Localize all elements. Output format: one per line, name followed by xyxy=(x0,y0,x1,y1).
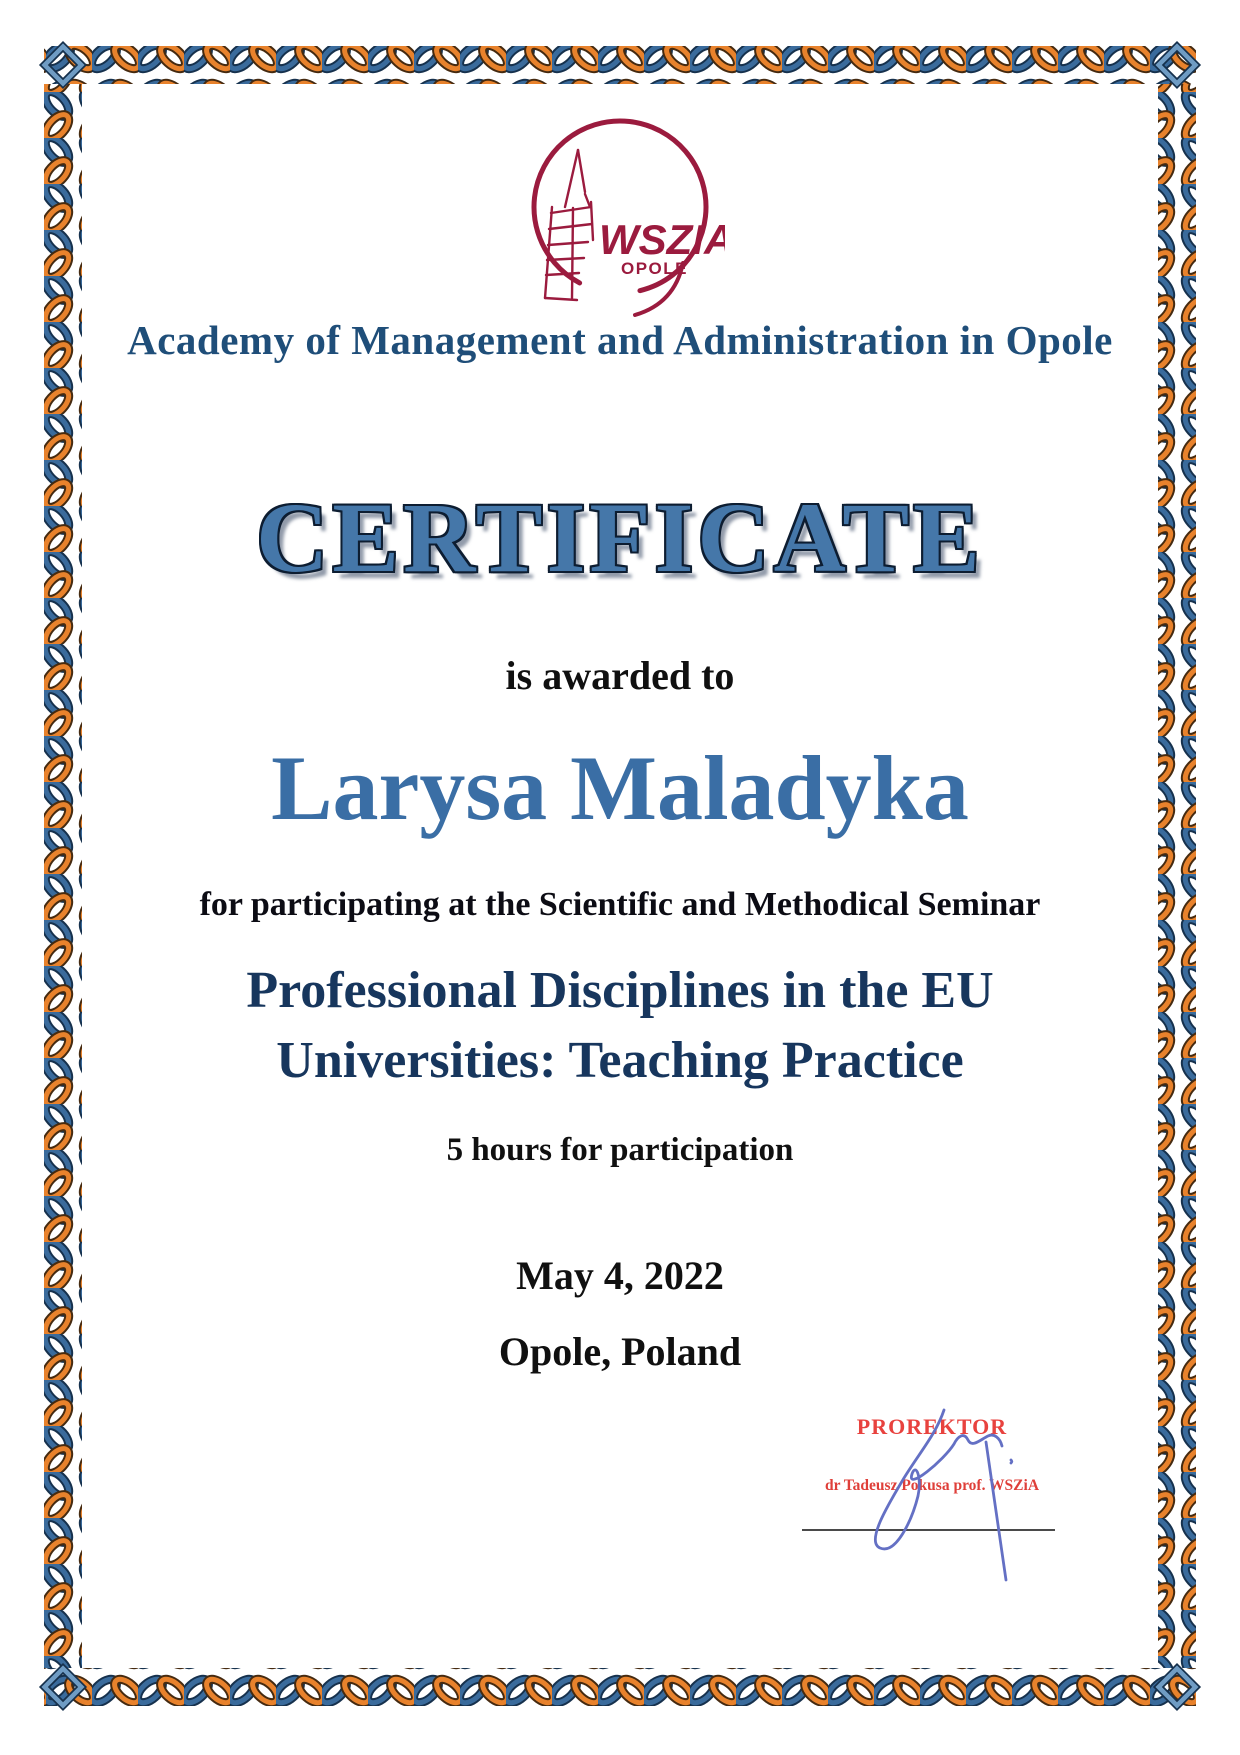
signer-name: dr Tadeusz Pokusa prof. WSZiA xyxy=(824,1477,1040,1494)
seminar-title-line1: Professional Disciplines in the EU xyxy=(246,962,994,1019)
recipient-name: Larysa Maladyka xyxy=(271,737,969,839)
logo-acronym-text: WSZIA xyxy=(599,216,725,263)
seminar-title-line2: Universities: Teaching Practice xyxy=(276,1032,964,1090)
border-bottom-strip xyxy=(44,1668,1196,1706)
institution-name: Academy of Management and Administration in Opole xyxy=(127,317,1113,363)
signer-role: PROREKTOR xyxy=(856,1414,1008,1439)
awarded-line: is awarded to xyxy=(505,653,735,698)
logo-city-text: OPOLE xyxy=(621,259,689,278)
signature-scribble-icon xyxy=(858,1398,1033,1603)
wszia-logo-icon xyxy=(515,112,725,318)
wszia-logo xyxy=(515,112,725,318)
event-date: May 4, 2022 xyxy=(516,1253,724,1298)
hours-line: 5 hours for participation xyxy=(446,1132,794,1168)
event-place: Opole, Poland xyxy=(498,1329,742,1374)
border-top-strip xyxy=(44,46,1196,84)
certificate-title: CERTIFICATE xyxy=(256,482,984,593)
seminar-title xyxy=(0,956,1240,1096)
reason-line: for participating at the Scientific and Methodical Seminar xyxy=(199,886,1041,923)
